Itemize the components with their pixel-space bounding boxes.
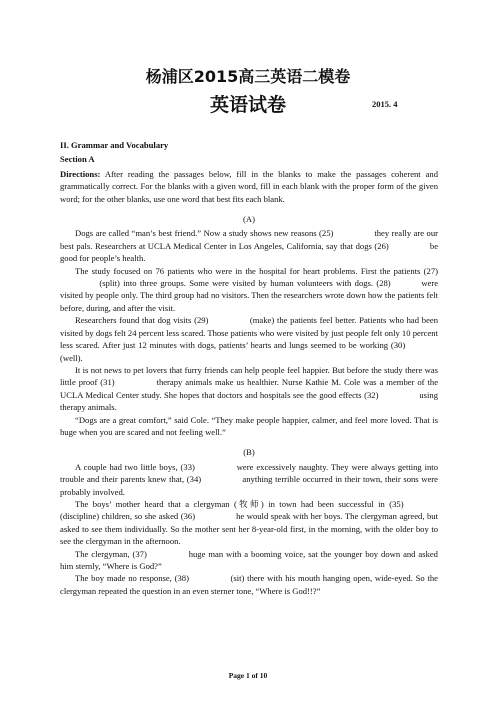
exam-subtitle: 英语试卷 xyxy=(209,94,286,116)
exam-date: 2015. 4 xyxy=(372,99,398,109)
passage-a-paragraph-4: It is not news to pet lovers that furry friends can help people feel happier. But before the study there was little proof (31) therapy animals make us healthier. Nurse Kathie M. Cole was a member of the UCLA Medical Center study. She hopes that doctors and hospitals see the good effects (32) using therapy animals. xyxy=(60,364,439,413)
directions-text: After reading the passages below, fill in the blanks to make the passages coherent and grammatically correct. For the blanks with a given word, fill in each blank with the proper form of the given word; for the other blanks, use one word that best fits each blank. xyxy=(60,168,438,204)
directions-label: Directions: xyxy=(60,168,101,179)
page-footer: Page 1 of 10 xyxy=(228,671,268,680)
passage-b-paragraph-2: The boys’ mother heard that a clergyman (牧师) in town had been successful in (35) (discipline) children, so she asked (36) he would speak with her boys. The clergyman agreed, but asked to see them individually. So the mother sent her 8-year-old first, in the morning, with the older boy to see the clergyman in the afternoon. xyxy=(60,498,438,547)
section-heading: II. Grammar and Vocabulary xyxy=(60,140,169,150)
passage-b-paragraph-3: The clergyman, (37) huge man with a booming voice, sat the younger boy down and asked him sternly, “Where is God?” xyxy=(60,548,438,571)
passage-a-paragraph-2: The study focused on 76 patients who were in the hospital for heart problems. First the patients (27) (split) into three groups. Some were visited by human volunteers with dogs. (28) were visited by people only. The third group had no visitors. Then the researchers wrote down how the patients felt before, during, and after the visit. xyxy=(60,265,439,313)
page-total: 10 xyxy=(259,671,268,680)
exam-title: 杨浦区2015高三英语二模卷 xyxy=(145,67,351,86)
passage-b-paragraph-1: A couple had two little boys, (33) were excessively naughty. They were always getting into trouble and their parents knew that, (34) anything terrible occurred in their town, their sons were probably involved. xyxy=(60,461,438,497)
passage-a-paragraph-1: Dogs are called “man’s best friend.” Now a study shows new reasons (25) they really are our best pals. Researchers at UCLA Medical Center in Los Angeles, California, say that dogs (26) be good for people’s health. xyxy=(60,228,439,264)
passage-a-label: (A) xyxy=(243,214,255,225)
passage-b-label: (B) xyxy=(243,447,255,458)
document-body xyxy=(60,139,438,597)
passage-b-paragraph-4: The boy made no response, (38) (sit) there with his mouth hanging open, wide-eyed. So the clergyman repeated the question in an even sterner tone, “Where is God!!?” xyxy=(60,573,438,596)
page-number: 1 xyxy=(246,671,250,680)
section-subheading: Section A xyxy=(60,154,95,165)
directions xyxy=(60,168,438,205)
passage-a-paragraph-5: “Dogs are a great comfort,” said Cole. “They make people happier, calmer, and feel more loved. That is huge when you are scared and not feeling well.” xyxy=(60,414,438,437)
passage-a-paragraph-3: Researchers found that dog visits (29) (make) the patients feel better. Patients who had been visited by dogs felt 24 percent less scared. Those patients who were visited by just people felt only 10 percent less scared. After just 12 minutes with dogs, patients’ hearts and lungs seemed to be working (30) (well). xyxy=(60,315,438,363)
